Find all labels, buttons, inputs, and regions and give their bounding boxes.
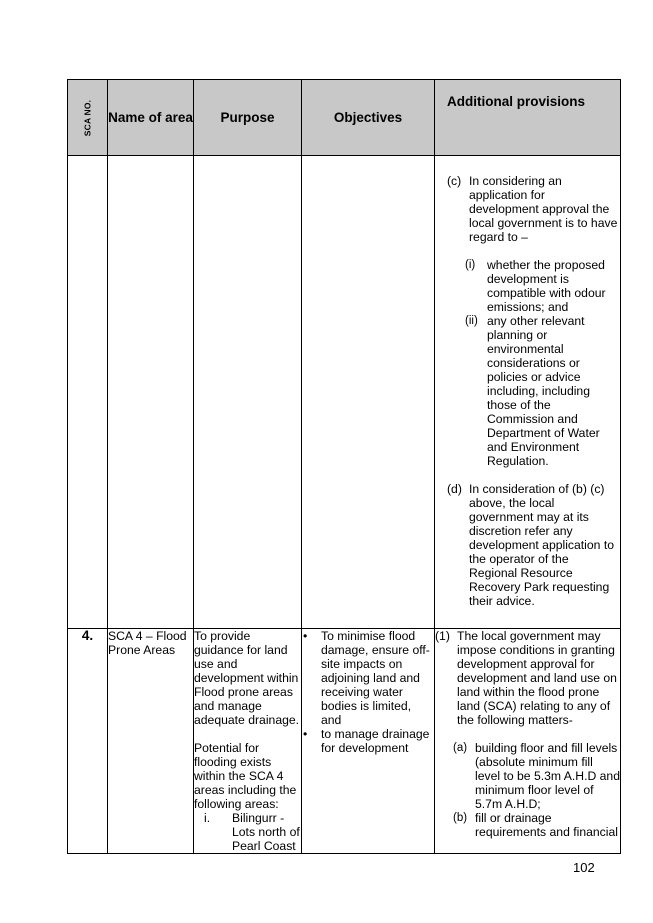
provision-1-a xyxy=(453,741,620,811)
header-name-of-area: Name of area xyxy=(108,80,194,156)
provision-c-i-text: whether the proposed development is compatible with odour emissions; and xyxy=(487,258,606,314)
purpose-list-label: i. xyxy=(204,811,211,825)
provision-1 xyxy=(435,629,620,727)
sca-no-cell xyxy=(68,156,108,629)
special-control-area-table xyxy=(67,79,621,854)
header-sca-no xyxy=(68,80,108,156)
name-cell xyxy=(108,156,194,629)
additional-provisions-cell xyxy=(435,156,621,629)
objective-item xyxy=(302,629,434,727)
objective-item xyxy=(302,727,434,755)
provision-1-a-text: building floor and fill levels (absolute minimum fill level to be 5.3m A.H.D and minimum floor level of 5.7m A.H.D; xyxy=(475,741,620,811)
objective-text: to manage drainage for development xyxy=(321,727,430,755)
provision-d xyxy=(447,482,618,608)
provision-1-b-label: (b) xyxy=(453,812,468,824)
header-objectives: Objectives xyxy=(302,80,435,156)
area-name: SCA 4 – Flood Prone Areas xyxy=(108,629,194,854)
purpose-paragraph-1: To provide guidance for land use and development within Flood prone areas and manage adequate drainage. xyxy=(194,629,300,727)
purpose-cell xyxy=(194,156,302,629)
provision-1-b xyxy=(453,811,620,839)
page-number: 102 xyxy=(573,860,595,875)
bullet-icon: • xyxy=(303,727,308,741)
provision-d-text: In consideration of (b) (c) above, the local government may at its discretion refer any development application to the operator of the Regional Resource Recovery Park requesting their advice. xyxy=(469,482,614,608)
provision-d-label: (d) xyxy=(447,482,462,496)
provision-c-label: (c) xyxy=(447,174,462,188)
provision-c-ii-label: (ii) xyxy=(465,315,478,327)
purpose-paragraph-2: Potential for flooding exists within the SCA 4 areas including the following areas: xyxy=(194,741,297,811)
provision-c-ii-text: any other relevant planning or environmental considerations or policies or advice including, including those of the Commission and Department of Water and Environment Regulation. xyxy=(487,314,600,468)
header-sca-no-label: SCA NO. xyxy=(82,99,92,136)
provision-1-b-text: fill or drainage requirements and financial xyxy=(475,811,618,839)
header-additional-provisions: Additional provisions xyxy=(435,80,621,156)
bullet-icon: • xyxy=(303,629,308,643)
table-row xyxy=(68,629,621,854)
sca-number: 4. xyxy=(68,629,108,854)
objective-text: To minimise flood damage, ensure off-site impacts on adjoining land and receiving water bodies is limited, and xyxy=(321,629,430,727)
provision-1-text: The local government may impose conditions in granting development approval for development and land use on land within the flood prone land (SCA) relating to any of the following matters- xyxy=(457,629,617,727)
provision-c-i xyxy=(465,258,618,314)
table-header-row xyxy=(68,80,621,156)
objectives-text xyxy=(302,629,435,854)
provision-c-i-label: (i) xyxy=(465,259,476,271)
provision-c-text: In considering an application for development approval the local government is to have regard to – xyxy=(469,174,618,244)
provision-c-ii xyxy=(465,314,618,468)
header-purpose: Purpose xyxy=(194,80,302,156)
purpose-list-item xyxy=(204,811,301,853)
additional-provisions-text xyxy=(435,629,621,854)
table-row xyxy=(68,156,621,629)
purpose-list-text: Bilingurr - Lots north of Pearl Coast xyxy=(232,811,300,853)
objectives-cell xyxy=(302,156,435,629)
purpose-text xyxy=(194,629,302,854)
provision-1-a-label: (a) xyxy=(453,742,468,754)
provision-c xyxy=(447,174,618,244)
provision-1-label: (1) xyxy=(435,629,450,643)
